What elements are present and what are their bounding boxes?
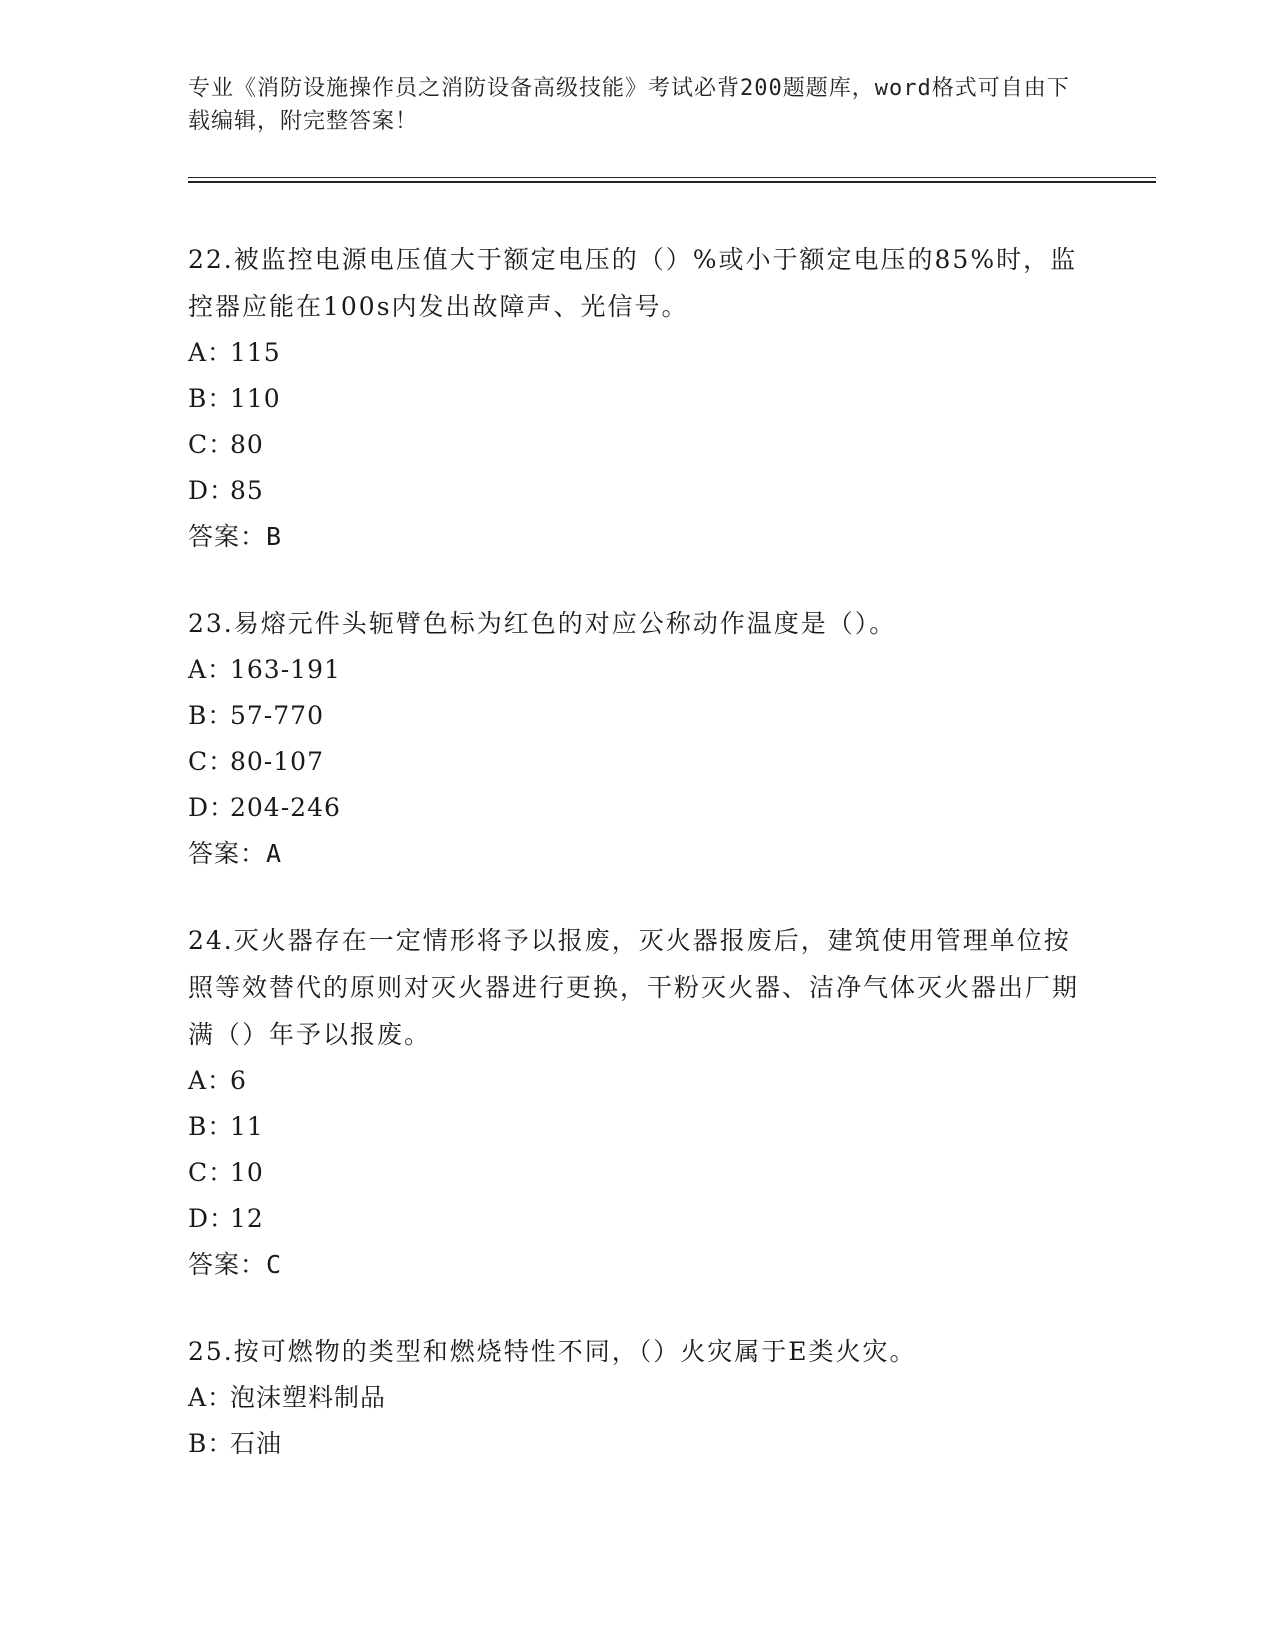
option-letter: C：	[188, 1158, 235, 1187]
option-text: 石油	[230, 1429, 283, 1458]
option-text: 204-246	[230, 793, 341, 822]
option-a	[188, 330, 1088, 376]
option-text: 163-191	[230, 655, 341, 684]
question-24	[188, 917, 1088, 1288]
option-text: 80	[230, 430, 264, 459]
option-letter: C：	[188, 747, 235, 776]
option-letter: A：	[188, 655, 234, 684]
option-text: 泡沫塑料制品	[230, 1383, 387, 1412]
option-text: 11	[230, 1112, 264, 1141]
answer-line: 答案：A	[188, 839, 283, 868]
question-22	[188, 236, 1088, 560]
option-letter: D：	[188, 476, 236, 505]
option-d	[188, 1196, 1088, 1242]
option-b	[188, 1104, 1088, 1150]
document-header: 专业《消防设施操作员之消防设备高级技能》考试必背200题题库，word格式可自由下载编辑，附完整答案！	[188, 76, 1070, 134]
option-c	[188, 1150, 1088, 1196]
question-stem: 25.按可燃物的类型和燃烧特性不同，（）火灾属于E类火灾。	[188, 1337, 917, 1366]
option-letter: B：	[188, 701, 234, 730]
option-b	[188, 1421, 1088, 1467]
question-list	[188, 236, 1088, 1507]
option-a	[188, 1058, 1088, 1104]
answer-line: 答案：C	[188, 1250, 283, 1279]
option-text: 115	[230, 338, 281, 367]
question-25	[188, 1328, 1088, 1467]
question-stem: 23.易熔元件头轭臂色标为红色的对应公称动作温度是（）。	[188, 609, 897, 638]
option-letter: B：	[188, 1112, 234, 1141]
option-text: 110	[230, 384, 281, 413]
option-letter: A：	[188, 338, 234, 367]
header-divider-thin	[188, 177, 1156, 178]
option-text: 6	[230, 1066, 247, 1095]
question-stem: 22.被监控电源电压值大于额定电压的（）%或小于额定电压的85%时，监控器应能在100s内发出故障声、光信号。	[188, 245, 1078, 321]
option-text: 12	[230, 1204, 264, 1233]
option-text: 10	[230, 1158, 264, 1187]
option-letter: D：	[188, 1204, 236, 1233]
option-letter: C：	[188, 430, 235, 459]
option-text: 80-107	[230, 747, 324, 776]
option-letter: B：	[188, 384, 234, 413]
option-text: 57-770	[230, 701, 324, 730]
option-a	[188, 1375, 1088, 1421]
option-letter: A：	[188, 1383, 234, 1412]
option-b	[188, 376, 1088, 422]
question-stem: 24.灭火器存在一定情形将予以报废，灭火器报废后，建筑使用管理单位按照等效替代的原则对灭火器进行更换，干粉灭火器、洁净气体灭火器出厂期满（）年予以报废。	[188, 926, 1080, 1049]
option-d	[188, 468, 1088, 514]
option-letter: B：	[188, 1429, 234, 1458]
option-a	[188, 647, 1088, 693]
option-text: 85	[230, 476, 264, 505]
option-c	[188, 739, 1088, 785]
option-letter: A：	[188, 1066, 234, 1095]
option-d	[188, 785, 1088, 831]
answer-line: 答案：B	[188, 522, 283, 551]
option-b	[188, 693, 1088, 739]
option-letter: D：	[188, 793, 236, 822]
header-divider-thick	[188, 181, 1156, 183]
option-c	[188, 422, 1088, 468]
question-23	[188, 600, 1088, 877]
